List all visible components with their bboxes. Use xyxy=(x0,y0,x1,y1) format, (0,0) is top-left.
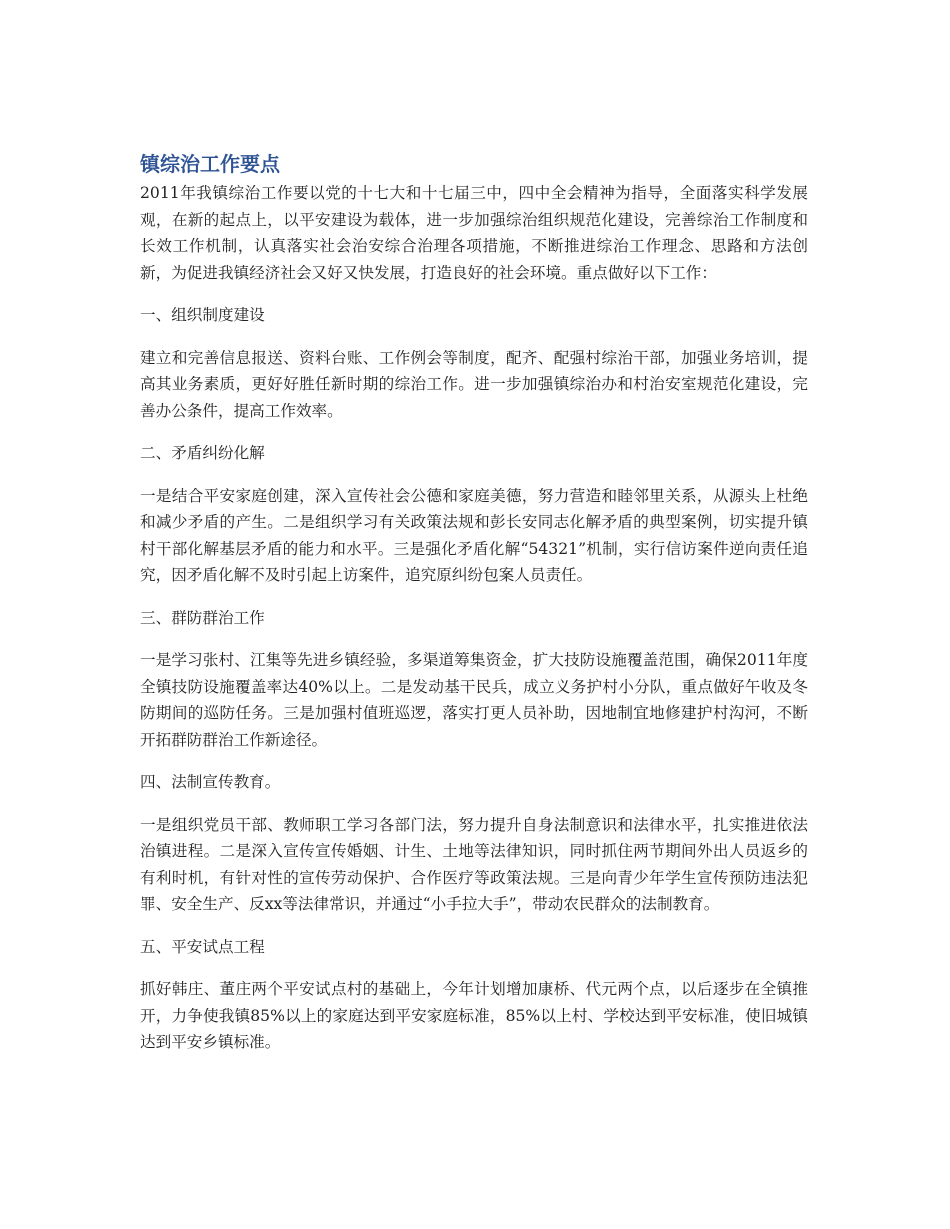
section-heading-4: 四、法制宣传教育。 xyxy=(140,773,281,791)
document-title: 镇综治工作要点 xyxy=(140,152,280,176)
document-page xyxy=(140,150,808,1056)
section-body-1: 建立和完善信息报送、资料台账、工作例会等制度，配齐、配强村综治干部，加强业务培训，提高其业务素质，更好好胜任新时期的综治工作。进一步加强镇综治办和村治安室规范化建设，完善办公条件，提高工作效率。 xyxy=(140,348,808,420)
section-body-2: 一是结合平安家庭创建，深入宣传社会公德和家庭美德，努力营造和睦邻里关系，从源头上杜绝和减少矛盾的产生。二是组织学习有关政策法规和彭长安同志化解矛盾的典型案例，切实提升镇村干部化解基层矛盾的能力和水平。三是强化矛盾化解“54321”机制，实行信访案件逆向责任追究，因矛盾化解不及时引起上访案件，追究原纠纷包案人员责任。 xyxy=(140,486,808,584)
section-heading-5: 五、平安试点工程 xyxy=(140,937,265,956)
section-body-3: 一是学习张村、江集等先进乡镇经验，多渠道筹集资金，扩大技防设施覆盖范围，确保2011年度全镇技防设施覆盖率达40%以上。二是发动基干民兵，成立义务护村小分队，重点做好午收及冬防期间的巡防任务。三是加强村值班巡逻，落实打更人员补助，因地制宜地修建护村沟河，不断开拓群防群治工作新途径。 xyxy=(140,651,808,749)
section-heading-3: 三、群防群治工作 xyxy=(140,608,265,627)
section-body-4: 一是组织党员干部、教师职工学习各部门法，努力提升自身法制意识和法律水平，扎实推进依法治镇进程。二是深入宣传宣传婚姻、计生、土地等法律知识，同时抓住两节期间外出人员返乡的有利时机，有针对性的宣传劳动保护、合作医疗等政策法规。三是向青少年学生宣传预防违法犯罪、安全生产、反xx等法律常识，并通过“小手拉大手”，带动农民群众的法制教育。 xyxy=(140,815,808,913)
section-body-5: 抓好韩庄、董庄两个平安试点村的基础上，今年计划增加康桥、代元两个点，以后逐步在全镇推开，力争使我镇85%以上的家庭达到平安家庭标准，85%以上村、学校达到平安标准，使旧城镇达到平安乡镇标准。 xyxy=(140,980,808,1051)
section-heading-1: 一、组织制度建设 xyxy=(140,306,265,324)
intro-paragraph: 2011年我镇综治工作要以党的十七大和十七届三中，四中全会精神为指导，全面落实科学发展观，在新的起点上，以平安建设为载体，进一步加强综治组织规范化建设，完善综治工作制度和长效工作机制，认真落实社会治安综合治理各项措施，不断推进综治工作理念、思路和方法创新，为促进我镇经济社会又好又快发展，打造良好的社会环境。重点做好以下工作： xyxy=(140,184,808,282)
section-heading-2: 二、矛盾纠纷化解 xyxy=(140,444,265,462)
